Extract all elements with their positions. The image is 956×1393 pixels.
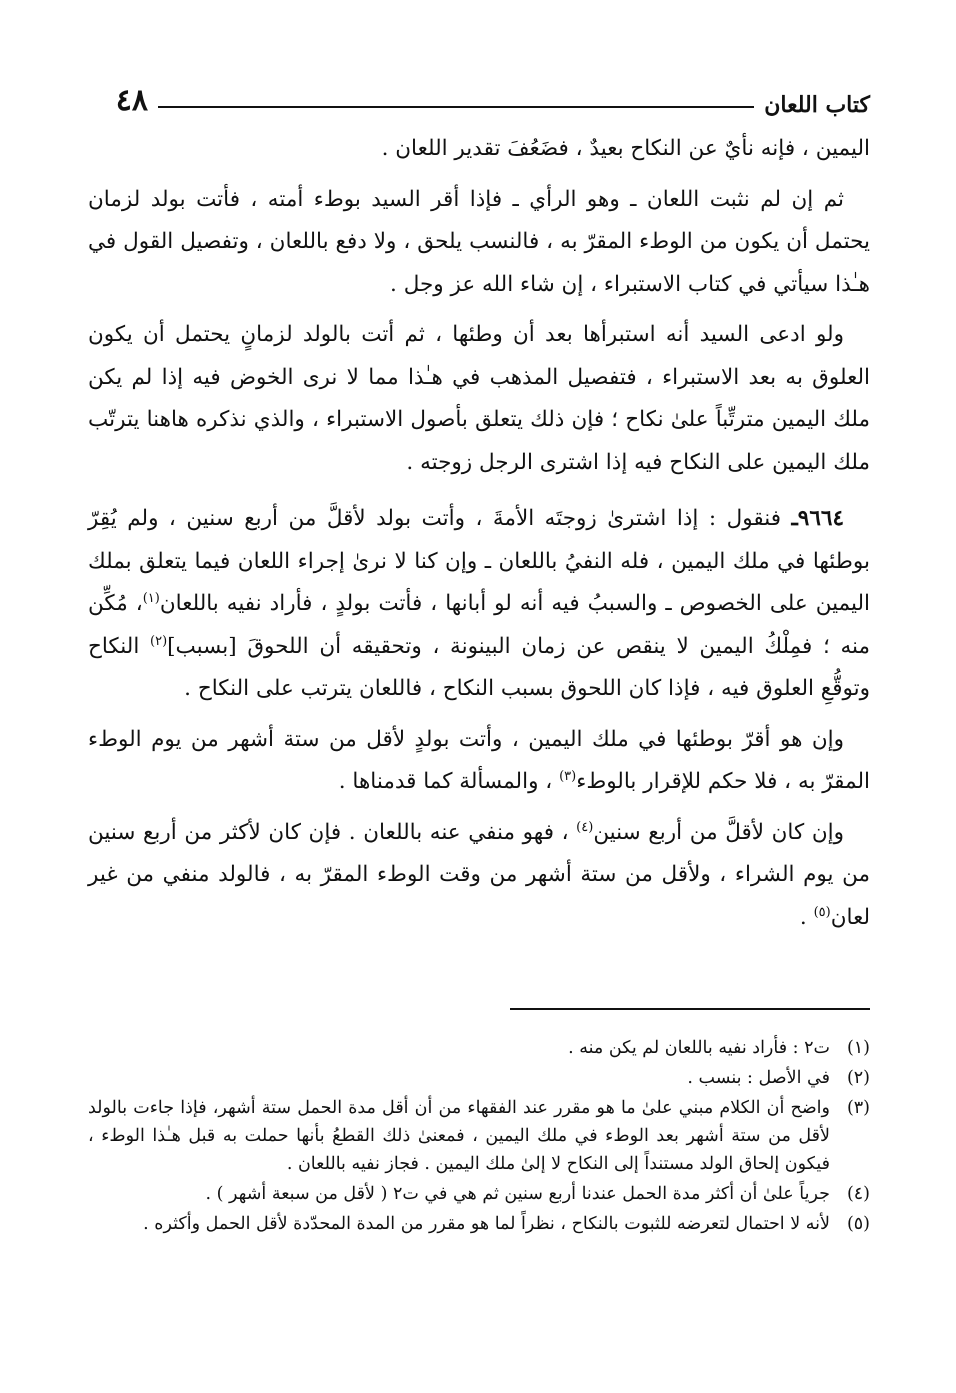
main-text (88, 128, 870, 939)
section-number: ٩٦٦٤ـ (791, 506, 844, 531)
footnote (88, 1034, 870, 1062)
paragraph (88, 812, 870, 940)
paragraph-text: وإن كان لأقلَّ من أربع سنين (593, 819, 844, 845)
footnote (88, 1064, 870, 1092)
footnote-ref[interactable]: (٥) (813, 904, 831, 920)
footnote (88, 1094, 870, 1178)
paragraph-text: النكاح وتوقُّعِ العلوق فيه ، فإذا كان اللحوق بسبب النكاح ، فاللعان يترتب على النكاح . (88, 633, 870, 701)
paragraph-text: وإن هو أقرّ بوطئها في ملك اليمين ، وأتت بولدٍ لأقل من ستة أشهر من يوم الوطء المقرّ به ، فلا حكم للإقرار بالوطء (88, 726, 870, 794)
footnote-number: (٥) (846, 1214, 870, 1234)
footnote-ref[interactable]: (٣) (559, 768, 577, 784)
footnote-number: (١) (846, 1038, 870, 1058)
header-rule (158, 106, 754, 108)
footnote-text: جرياً علىٰ أن أكثر مدة الحمل عندنا أربع سنين ثم هي في ت٢ ( لأقل من سبعة أشهر ) . (205, 1184, 830, 1204)
paragraph-text: . (799, 904, 814, 930)
footnotes (88, 1034, 870, 1240)
footnote-text: في الأصل : بنسب . (687, 1068, 830, 1088)
paragraph-text: ، مُكِّن منه ؛ فمِلْكُ اليمين لا ينقص عن زمان البينونة ، وتحقيقه أن اللحوقَ [بسبب] (88, 591, 871, 659)
footnote-number: (٢) (846, 1068, 870, 1088)
paragraph-text: فنقول : إذا اشترىٰ زوجتَه الأمةَ ، وأتت بولد لأقلَّ من أربع سنين ، ولم يُقِرّ بوطئها في ملك اليمين ، فله النفيُ باللعان ـ وإن كنا لا نرىٰ إجراء اللعان فيما يتعلق بملك اليمين على الخصوص ـ والسببُ فيه أنه لو أبانها ، فأتت بولدٍ ، فأراد نفيه باللعان (88, 506, 870, 616)
page (88, 78, 871, 1234)
running-title: كتاب اللعان (764, 92, 870, 118)
paragraph: ثم إن لم نثبت اللعان ـ وهو الرأي ـ فإذا أقر السيد بوطء أمته ، فأتت بولد لزمان يحتمل أن يكون من الوطء المقرّ به ، فالنسب يلحق ، ولا دفع باللعان ، وتفصيل القول في هـٰذا سيأتي في كتاب الاستبراء ، إن شاء الله عز وجل . (88, 186, 870, 297)
footnote-number: (٣) (846, 1098, 870, 1118)
footnote-text: لأنه لا احتمال لتعرضه للثبوت بالنكاح ، نظراً لما هو مقرر من المدة المحدّدة لأقل الحمل وأكثره . (143, 1214, 830, 1234)
footnote-ref[interactable]: (٤) (576, 819, 594, 835)
page-header (88, 78, 870, 118)
footnote-number: (٤) (846, 1184, 870, 1204)
paragraph-text: ، فهو منفي عنه باللعان . فإن كان لأكثر من أربع سنين من يوم الشراء ، ولأقل من ستة أشهر من وقت الوطء المقرّ به ، فالولد منفي من غير لعان (88, 819, 870, 930)
footnote (88, 1210, 870, 1238)
paragraph: ولو ادعى السيد أنه استبرأها بعد أن وطئها ، ثم أتت بالولد لزمانٍ يحتمل أن يكون العلوق به بعد الاستبراء ، فتفصيل المذهب في هـٰذا مما لا نرى الخوض فيه إذا لم يكن ملك اليمين مترتِّباً علىٰ نكاح ؛ فإن ذلك يتعلق بأصول الاستبراء ، والذي نذكره هاهنا يترتّب ملك اليمين على النكاح فيه إذا اشترى الرجل زوجته . (88, 322, 870, 475)
paragraph (88, 719, 870, 804)
paragraph (88, 498, 870, 711)
footnote-separator (510, 1008, 870, 1010)
footnote-text: ت٢ : فأراد نفيه باللعان لم يكن منه . (568, 1038, 830, 1058)
footnote-text: واضح أن الكلام مبني علىٰ ما هو مقرر عند الفقهاء من أن أقل مدة الحمل ستة أشهر، فإذا جاءت بالولد لأقل من ستة أشهر بعد الوطء في ملك اليمين ، فمعنىٰ ذلك القطعُ بأنها حملت به قبل هـٰذا الوطء ، فيكون إلحاق الولد مستنداً إلى النكاح لا إلىٰ ملك اليمين . فجاز نفيه باللعان . (88, 1098, 830, 1174)
page-number: ٤٨ (115, 83, 148, 118)
paragraph: اليمين ، فإنه نأيٌ عن النكاح بعيدٌ ، فضَعُفَ تقدير اللعان . (381, 136, 870, 161)
footnote-ref[interactable]: (٢) (150, 633, 168, 649)
footnote-ref[interactable]: (١) (142, 590, 160, 606)
footnote (88, 1180, 870, 1208)
paragraph-text: ، والمسألة كما قدمناها . (338, 769, 560, 794)
